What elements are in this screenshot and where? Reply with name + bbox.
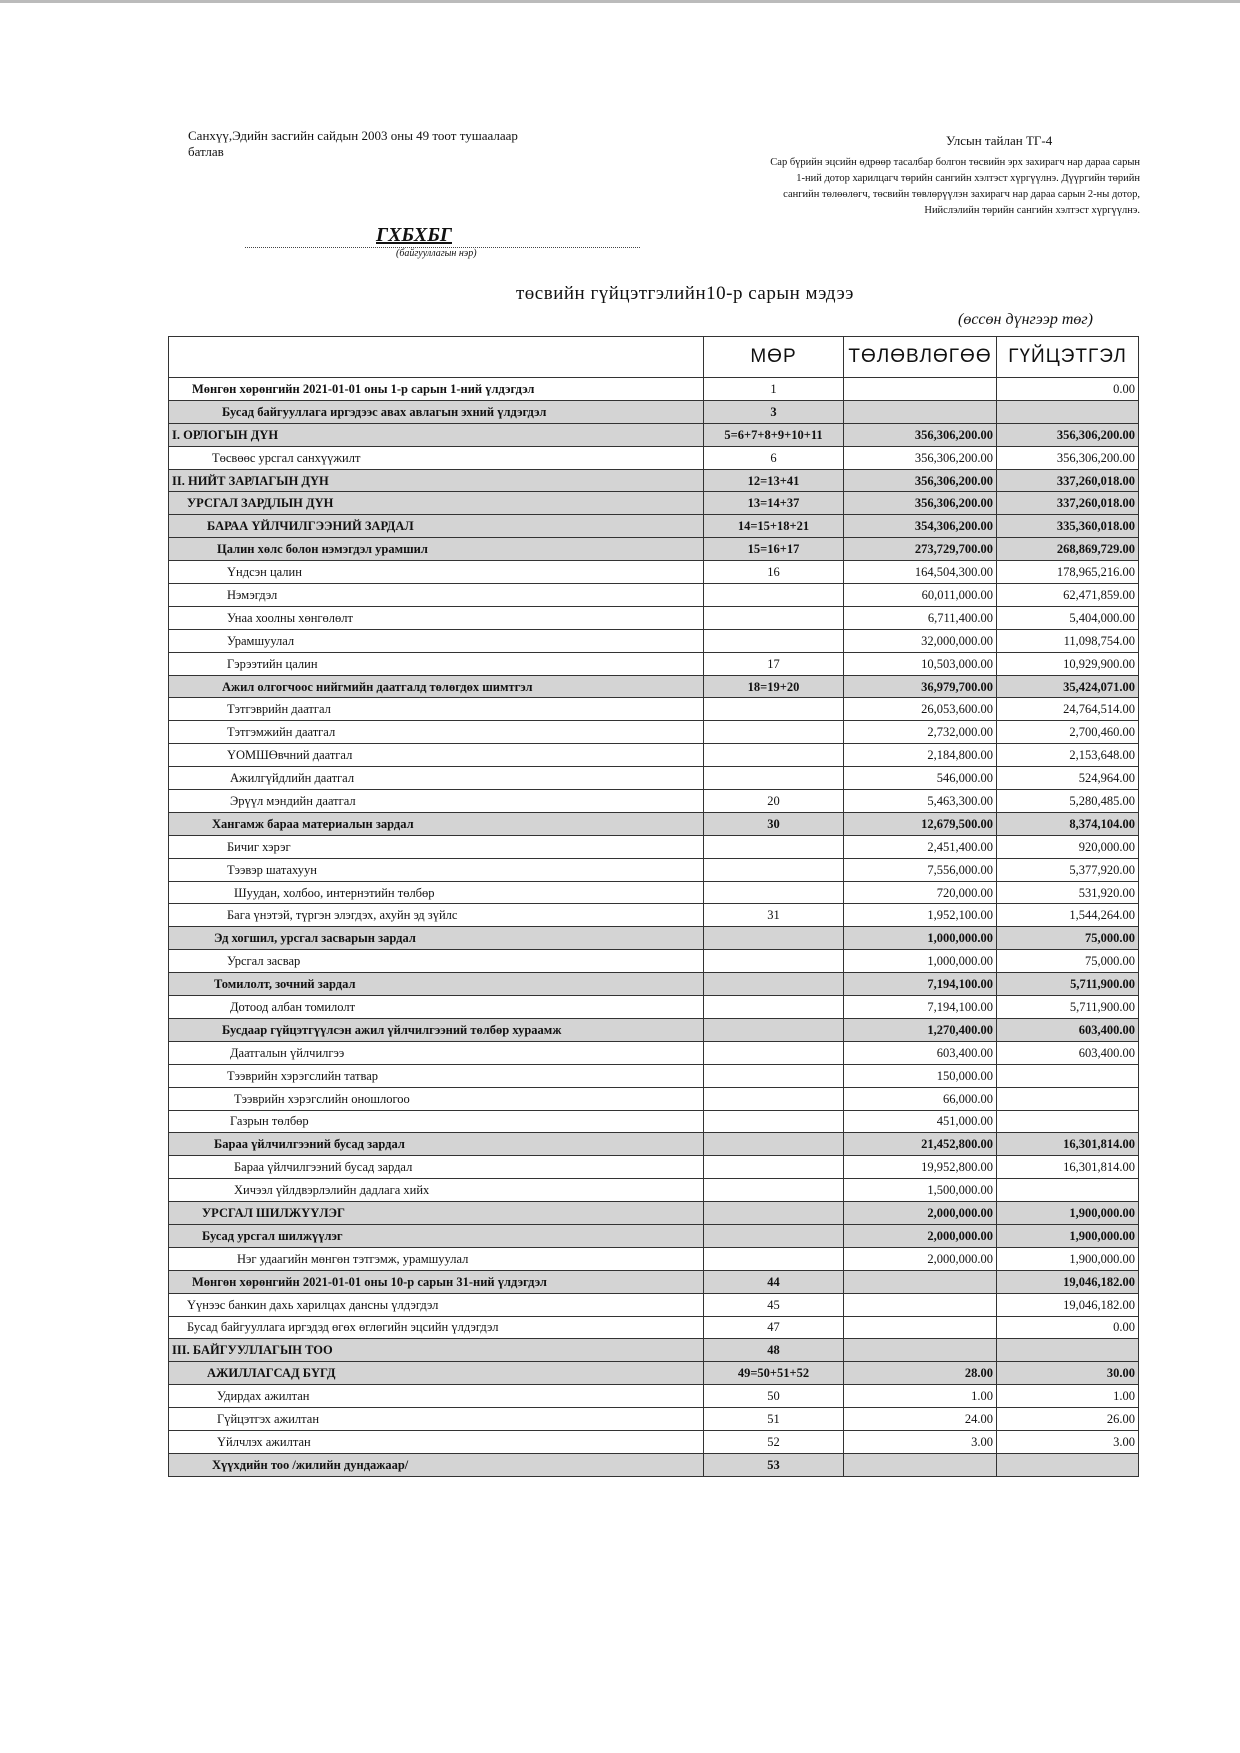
row-plan-value: 5,463,300.00 xyxy=(844,790,997,813)
row-code xyxy=(704,1247,844,1270)
row-plan-value: 2,000,000.00 xyxy=(844,1224,997,1247)
row-label: Хичээл үйлдвэрлэлийн дадлага хийх xyxy=(169,1179,704,1202)
row-plan-value: 273,729,700.00 xyxy=(844,538,997,561)
row-plan-value: 150,000.00 xyxy=(844,1064,997,1087)
row-actual-value: 5,711,900.00 xyxy=(997,996,1139,1019)
row-plan-value: 2,184,800.00 xyxy=(844,744,997,767)
table-row xyxy=(169,1362,1139,1385)
row-actual-value: 337,260,018.00 xyxy=(997,469,1139,492)
row-actual-value: 75,000.00 xyxy=(997,927,1139,950)
row-actual-value: 75,000.00 xyxy=(997,950,1139,973)
row-plan-value: 2,732,000.00 xyxy=(844,721,997,744)
row-actual-value: 10,929,900.00 xyxy=(997,652,1139,675)
notice-line-2: 1-ний дотор харилцагч төрийн сангийн хэлтэст хүргүүлнэ. Дүүргийн төрийн xyxy=(796,173,1140,184)
row-code: 53 xyxy=(704,1453,844,1476)
row-actual-value: 5,404,000.00 xyxy=(997,606,1139,629)
row-actual-value: 335,360,018.00 xyxy=(997,515,1139,538)
row-plan-value: 26,053,600.00 xyxy=(844,698,997,721)
approval-note xyxy=(188,128,608,160)
row-actual-value xyxy=(997,1087,1139,1110)
notice-line-4: Нийслэлийн төрийн сангийн хэлтэст хүргүүлнэ. xyxy=(924,205,1140,216)
row-actual-value: 19,046,182.00 xyxy=(997,1270,1139,1293)
row-label: Мөнгөн хөрөнгийн 2021-01-01 оны 1-р сарын 1-ний үлдэгдэл xyxy=(169,378,704,401)
row-code: 16 xyxy=(704,561,844,584)
row-actual-value: 30.00 xyxy=(997,1362,1139,1385)
table-row xyxy=(169,538,1139,561)
document-title: төсвийн гүйцэтгэлийн10-р сарын мэдээ xyxy=(516,283,854,304)
row-actual-value: 531,920.00 xyxy=(997,881,1139,904)
row-label: Гүйцэтгэх ажилтан xyxy=(169,1408,704,1431)
row-actual-value: 11,098,754.00 xyxy=(997,629,1139,652)
row-label: Дотоод албан томилолт xyxy=(169,996,704,1019)
row-code: 48 xyxy=(704,1339,844,1362)
row-plan-value xyxy=(844,1293,997,1316)
row-label: Шуудан, холбоо, интернэтийн төлбөр xyxy=(169,881,704,904)
table-row xyxy=(169,996,1139,1019)
row-code xyxy=(704,698,844,721)
row-label: Гэрээтийн цалин xyxy=(169,652,704,675)
table-row xyxy=(169,1224,1139,1247)
row-actual-value: 356,306,200.00 xyxy=(997,446,1139,469)
table-row xyxy=(169,721,1139,744)
row-plan-value: 21,452,800.00 xyxy=(844,1133,997,1156)
table-row xyxy=(169,858,1139,881)
row-code xyxy=(704,1202,844,1225)
row-code: 44 xyxy=(704,1270,844,1293)
table-row xyxy=(169,1179,1139,1202)
header-item xyxy=(169,337,704,378)
row-actual-value: 1,900,000.00 xyxy=(997,1202,1139,1225)
row-label: УРСГАЛ ЗАРДЛЫН ДҮН xyxy=(169,492,704,515)
header-actual: ГҮЙЦЭТГЭЛ xyxy=(997,337,1139,378)
row-plan-value: 2,000,000.00 xyxy=(844,1247,997,1270)
row-actual-value: 5,377,920.00 xyxy=(997,858,1139,881)
row-plan-value: 32,000,000.00 xyxy=(844,629,997,652)
row-label: Ажил олгогчоос нийгмийн даатгалд төлөгдөх шимтгэл xyxy=(169,675,704,698)
table-row xyxy=(169,606,1139,629)
organization-name: ГХБХБГ xyxy=(376,224,452,246)
approval-line-2: батлав xyxy=(188,144,224,159)
row-code xyxy=(704,927,844,950)
row-actual-value xyxy=(997,1110,1139,1133)
row-label: Эрүүл мэндийн даатгал xyxy=(169,790,704,813)
table-row xyxy=(169,1133,1139,1156)
header-row-code: МӨР xyxy=(704,337,844,378)
row-label: Ажилгүйдлийн даатгал xyxy=(169,767,704,790)
row-actual-value: 24,764,514.00 xyxy=(997,698,1139,721)
row-code: 1 xyxy=(704,378,844,401)
table-row xyxy=(169,675,1139,698)
table-row xyxy=(169,629,1139,652)
row-code xyxy=(704,1064,844,1087)
approval-line-1: Санхүү,Эдийн засгийн сайдын 2003 оны 49 тоот тушаалаар xyxy=(188,128,518,143)
row-label: Тээврийн хэрэгслийн оношлогоо xyxy=(169,1087,704,1110)
scan-top-edge xyxy=(0,0,1240,3)
row-plan-value: 546,000.00 xyxy=(844,767,997,790)
row-label: Томилолт, зочний зардал xyxy=(169,973,704,996)
row-plan-value xyxy=(844,1453,997,1476)
row-code: 6 xyxy=(704,446,844,469)
row-actual-value xyxy=(997,1179,1139,1202)
row-label: III. БАЙГУУЛЛАГЫН ТОО xyxy=(169,1339,704,1362)
row-label: Бичиг хэрэг xyxy=(169,835,704,858)
row-actual-value: 2,700,460.00 xyxy=(997,721,1139,744)
row-code xyxy=(704,629,844,652)
row-actual-value: 0.00 xyxy=(997,378,1139,401)
table-row xyxy=(169,1110,1139,1133)
row-code: 5=6+7+8+9+10+11 xyxy=(704,423,844,446)
row-actual-value: 35,424,071.00 xyxy=(997,675,1139,698)
row-code: 15=16+17 xyxy=(704,538,844,561)
row-label: Бусад байгууллага иргэдээс авах авлагын эхний үлдэгдэл xyxy=(169,400,704,423)
table-row xyxy=(169,492,1139,515)
row-label: Бараа үйлчилгээний бусад зардал xyxy=(169,1156,704,1179)
table-row xyxy=(169,835,1139,858)
row-plan-value: 1,000,000.00 xyxy=(844,950,997,973)
table-row xyxy=(169,1293,1139,1316)
row-code xyxy=(704,858,844,881)
row-plan-value: 36,979,700.00 xyxy=(844,675,997,698)
row-label: Төсвөөс урсгал санхүүжилт xyxy=(169,446,704,469)
row-label: Цалин хөлс болон нэмэгдэл урамшил xyxy=(169,538,704,561)
table-row xyxy=(169,812,1139,835)
row-code xyxy=(704,996,844,1019)
table-row xyxy=(169,1156,1139,1179)
row-label: Бусдаар гүйцэтгүүлсэн ажил үйлчилгээний төлбөр хураамж xyxy=(169,1018,704,1041)
table-row xyxy=(169,423,1139,446)
row-plan-value xyxy=(844,1339,997,1362)
table-row xyxy=(169,561,1139,584)
table-row xyxy=(169,744,1139,767)
row-plan-value: 356,306,200.00 xyxy=(844,492,997,515)
table-row xyxy=(169,1087,1139,1110)
row-label: Урамшуулал xyxy=(169,629,704,652)
table-row xyxy=(169,1018,1139,1041)
table-row xyxy=(169,400,1139,423)
row-label: Тээврийн хэрэгслийн татвар xyxy=(169,1064,704,1087)
row-plan-value: 66,000.00 xyxy=(844,1087,997,1110)
table-row xyxy=(169,698,1139,721)
table-row xyxy=(169,1041,1139,1064)
table-row xyxy=(169,378,1139,401)
row-actual-value: 603,400.00 xyxy=(997,1018,1139,1041)
row-code xyxy=(704,1018,844,1041)
row-actual-value: 1,900,000.00 xyxy=(997,1224,1139,1247)
row-plan-value: 1.00 xyxy=(844,1385,997,1408)
row-code: 49=50+51+52 xyxy=(704,1362,844,1385)
row-actual-value: 19,046,182.00 xyxy=(997,1293,1139,1316)
table-row xyxy=(169,904,1139,927)
table-row xyxy=(169,1316,1139,1339)
row-actual-value xyxy=(997,1453,1139,1476)
row-code: 45 xyxy=(704,1293,844,1316)
row-plan-value: 356,306,200.00 xyxy=(844,446,997,469)
row-actual-value: 524,964.00 xyxy=(997,767,1139,790)
row-code xyxy=(704,1087,844,1110)
row-plan-value: 164,504,300.00 xyxy=(844,561,997,584)
row-code: 18=19+20 xyxy=(704,675,844,698)
report-code: Улсын тайлан ТГ-4 xyxy=(946,133,1053,148)
table-row xyxy=(169,584,1139,607)
row-plan-value: 451,000.00 xyxy=(844,1110,997,1133)
row-plan-value: 2,000,000.00 xyxy=(844,1202,997,1225)
row-label: Удирдах ажилтан xyxy=(169,1385,704,1408)
table-row xyxy=(169,1385,1139,1408)
row-label: Хангамж бараа материалын зардал xyxy=(169,812,704,835)
row-code xyxy=(704,606,844,629)
row-actual-value: 16,301,814.00 xyxy=(997,1133,1139,1156)
row-plan-value: 7,194,100.00 xyxy=(844,973,997,996)
table-row xyxy=(169,446,1139,469)
row-code xyxy=(704,973,844,996)
row-actual-value: 16,301,814.00 xyxy=(997,1156,1139,1179)
row-label: II. НИЙТ ЗАРЛАГЫН ДҮН xyxy=(169,469,704,492)
row-plan-value: 7,194,100.00 xyxy=(844,996,997,1019)
currency-unit-note: (өссөн дүнгээр төг) xyxy=(958,311,1093,328)
row-label: Тэтгэврийн даатгал xyxy=(169,698,704,721)
row-label: Эд хогшил, урсгал засварын зардал xyxy=(169,927,704,950)
row-code xyxy=(704,1156,844,1179)
notice-line-1: Сар бүрийн эцсийн өдрөөр тасалбар болгон төсвийн эрх захирагч нар дараа сарын xyxy=(770,157,1140,168)
row-label: Мөнгөн хөрөнгийн 2021-01-01 оны 10-р сарын 31-ний үлдэгдэл xyxy=(169,1270,704,1293)
row-code xyxy=(704,1041,844,1064)
row-code: 3 xyxy=(704,400,844,423)
row-plan-value: 12,679,500.00 xyxy=(844,812,997,835)
row-label: I. ОРЛОГЫН ДҮН xyxy=(169,423,704,446)
row-plan-value xyxy=(844,400,997,423)
row-label: Даатгалын үйлчилгээ xyxy=(169,1041,704,1064)
row-code xyxy=(704,950,844,973)
row-label: АЖИЛЛАГСАД БҮГД xyxy=(169,1362,704,1385)
table-row xyxy=(169,790,1139,813)
row-actual-value xyxy=(997,1339,1139,1362)
row-plan-value: 24.00 xyxy=(844,1408,997,1431)
row-code: 17 xyxy=(704,652,844,675)
row-actual-value: 5,280,485.00 xyxy=(997,790,1139,813)
row-actual-value: 26.00 xyxy=(997,1408,1139,1431)
row-code xyxy=(704,721,844,744)
row-plan-value: 720,000.00 xyxy=(844,881,997,904)
submission-notice xyxy=(640,155,1140,219)
table-row xyxy=(169,1247,1139,1270)
row-label: Үндсэн цалин xyxy=(169,561,704,584)
row-label: Бага үнэтэй, түргэн элэгдэх, ахуйн эд зүйлс xyxy=(169,904,704,927)
row-label: Үйлчлэх ажилтан xyxy=(169,1430,704,1453)
row-label: УРСГАЛ ШИЛЖҮҮЛЭГ xyxy=(169,1202,704,1225)
row-plan-value: 19,952,800.00 xyxy=(844,1156,997,1179)
row-code xyxy=(704,584,844,607)
table-row xyxy=(169,515,1139,538)
row-code xyxy=(704,767,844,790)
notice-line-3: сангийн төлөөлөгч, төсвийн төвлөрүүлэн захирагч нар дараа сарын 2-ны дотор, xyxy=(783,189,1140,200)
row-label: Бараа үйлчилгээний бусад зардал xyxy=(169,1133,704,1156)
row-actual-value: 920,000.00 xyxy=(997,835,1139,858)
row-actual-value: 603,400.00 xyxy=(997,1041,1139,1064)
row-code: 51 xyxy=(704,1408,844,1431)
row-code xyxy=(704,1133,844,1156)
header-plan: ТӨЛӨВЛӨГӨӨ xyxy=(844,337,997,378)
row-plan-value: 60,011,000.00 xyxy=(844,584,997,607)
table-row xyxy=(169,927,1139,950)
row-plan-value: 3.00 xyxy=(844,1430,997,1453)
budget-report-table xyxy=(168,336,1139,1477)
row-code: 20 xyxy=(704,790,844,813)
row-label: Тээвэр шатахуун xyxy=(169,858,704,881)
table-row xyxy=(169,1339,1139,1362)
table-row xyxy=(169,881,1139,904)
row-code xyxy=(704,1110,844,1133)
row-actual-value: 3.00 xyxy=(997,1430,1139,1453)
row-label: ҮОМШӨвчний даатгал xyxy=(169,744,704,767)
row-code: 52 xyxy=(704,1430,844,1453)
row-actual-value: 1.00 xyxy=(997,1385,1139,1408)
table-header-row xyxy=(169,337,1139,378)
row-label: Бусад байгууллага иргэдэд өгөх өглөгийн эцсийн үлдэгдэл xyxy=(169,1316,704,1339)
row-label: Газрын төлбөр xyxy=(169,1110,704,1133)
row-actual-value: 62,471,859.00 xyxy=(997,584,1139,607)
row-actual-value: 1,900,000.00 xyxy=(997,1247,1139,1270)
row-plan-value xyxy=(844,378,997,401)
row-label: Бусад урсгал шилжүүлэг xyxy=(169,1224,704,1247)
table-row xyxy=(169,1408,1139,1431)
table-row xyxy=(169,1453,1139,1476)
row-plan-value: 2,451,400.00 xyxy=(844,835,997,858)
table-row xyxy=(169,1270,1139,1293)
row-actual-value: 356,306,200.00 xyxy=(997,423,1139,446)
row-plan-value: 354,306,200.00 xyxy=(844,515,997,538)
row-plan-value: 1,000,000.00 xyxy=(844,927,997,950)
row-label: Тэтгэмжийн даатгал xyxy=(169,721,704,744)
row-label: Нэмэгдэл xyxy=(169,584,704,607)
row-plan-value: 356,306,200.00 xyxy=(844,469,997,492)
organization-caption: (байгууллагын нэр) xyxy=(396,248,477,259)
row-label: Нэг удаагийн мөнгөн тэтгэмж, урамшуулал xyxy=(169,1247,704,1270)
row-plan-value: 603,400.00 xyxy=(844,1041,997,1064)
table-row xyxy=(169,767,1139,790)
row-code: 31 xyxy=(704,904,844,927)
row-plan-value xyxy=(844,1316,997,1339)
row-label: БАРАА ҮЙЛЧИЛГЭЭНИЙ ЗАРДАЛ xyxy=(169,515,704,538)
table-row xyxy=(169,469,1139,492)
table-row xyxy=(169,950,1139,973)
row-code: 47 xyxy=(704,1316,844,1339)
row-plan-value: 7,556,000.00 xyxy=(844,858,997,881)
row-actual-value xyxy=(997,400,1139,423)
row-label: Хүүхдийн тоо /жилийн дундажаар/ xyxy=(169,1453,704,1476)
row-plan-value xyxy=(844,1270,997,1293)
row-code: 30 xyxy=(704,812,844,835)
row-plan-value: 28.00 xyxy=(844,1362,997,1385)
row-actual-value: 8,374,104.00 xyxy=(997,812,1139,835)
row-code xyxy=(704,1179,844,1202)
table-row xyxy=(169,652,1139,675)
row-plan-value: 1,952,100.00 xyxy=(844,904,997,927)
table-row xyxy=(169,1064,1139,1087)
row-label: Үүнээс банкин дахь харилцах дансны үлдэгдэл xyxy=(169,1293,704,1316)
row-actual-value: 268,869,729.00 xyxy=(997,538,1139,561)
row-label: Унаа хоолны хөнгөлөлт xyxy=(169,606,704,629)
row-code: 14=15+18+21 xyxy=(704,515,844,538)
row-actual-value: 1,544,264.00 xyxy=(997,904,1139,927)
table-row xyxy=(169,1430,1139,1453)
row-actual-value: 178,965,216.00 xyxy=(997,561,1139,584)
row-actual-value: 5,711,900.00 xyxy=(997,973,1139,996)
row-actual-value: 337,260,018.00 xyxy=(997,492,1139,515)
row-code: 50 xyxy=(704,1385,844,1408)
row-code: 12=13+41 xyxy=(704,469,844,492)
row-code xyxy=(704,881,844,904)
row-plan-value: 356,306,200.00 xyxy=(844,423,997,446)
row-plan-value: 6,711,400.00 xyxy=(844,606,997,629)
row-plan-value: 1,270,400.00 xyxy=(844,1018,997,1041)
row-actual-value: 0.00 xyxy=(997,1316,1139,1339)
row-plan-value: 1,500,000.00 xyxy=(844,1179,997,1202)
row-label: Урсгал засвар xyxy=(169,950,704,973)
row-code: 13=14+37 xyxy=(704,492,844,515)
row-code xyxy=(704,1224,844,1247)
row-code xyxy=(704,835,844,858)
table-row xyxy=(169,973,1139,996)
row-actual-value xyxy=(997,1064,1139,1087)
row-plan-value: 10,503,000.00 xyxy=(844,652,997,675)
table-row xyxy=(169,1202,1139,1225)
row-actual-value: 2,153,648.00 xyxy=(997,744,1139,767)
row-code xyxy=(704,744,844,767)
